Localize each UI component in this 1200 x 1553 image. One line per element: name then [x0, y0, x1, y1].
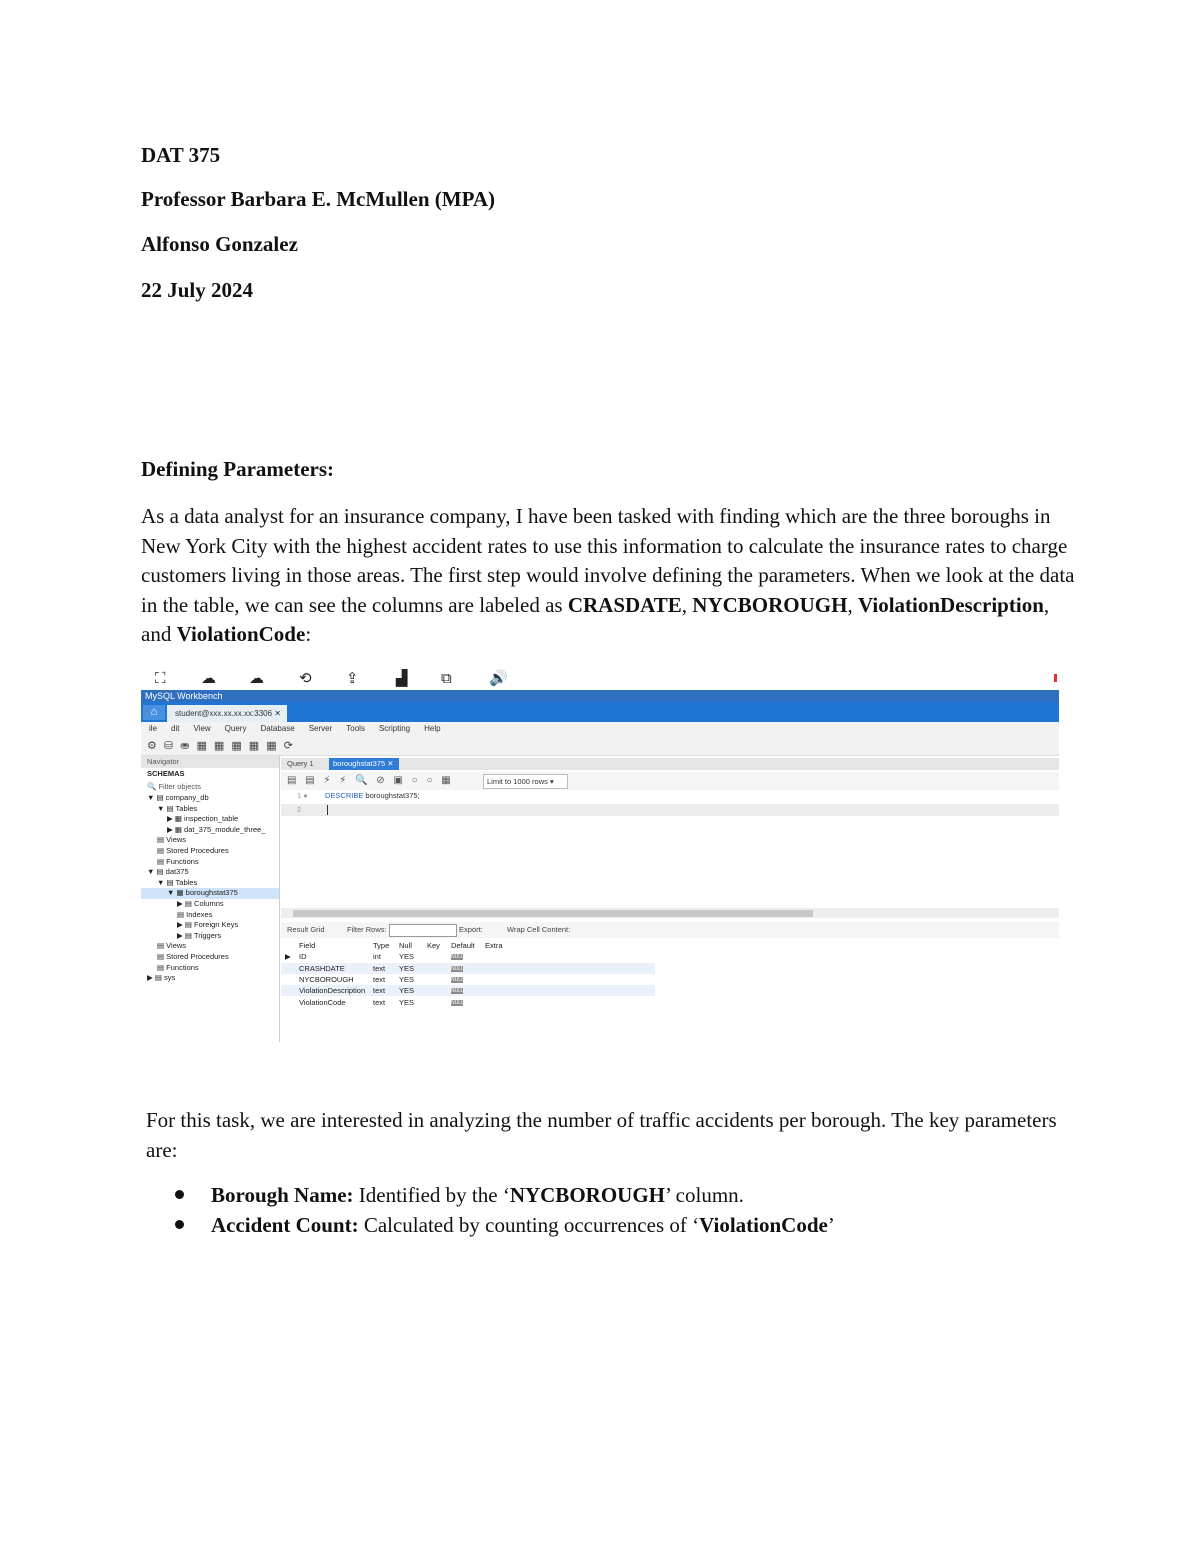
null-badge: NULL: [451, 976, 464, 983]
tree-item[interactable]: ▤ Indexes: [177, 909, 213, 919]
table-row[interactable]: [281, 974, 655, 985]
filter-rows-input[interactable]: [389, 924, 457, 937]
line-number: 2: [297, 805, 302, 814]
menu-file[interactable]: ile: [149, 724, 158, 733]
share-icon: ⇪: [346, 670, 359, 687]
cell-null: YES: [399, 986, 415, 996]
bullet-term: NYCBOROUGH: [509, 1183, 665, 1207]
filter-placeholder: Filter objects: [158, 782, 201, 791]
tree-item[interactable]: ▼ ▤ Tables: [157, 803, 198, 813]
signal-icon: ▟: [396, 670, 408, 687]
navigator-header: Navigator: [141, 756, 279, 768]
menu-database[interactable]: Database: [260, 724, 295, 733]
tab-query-1[interactable]: Query 1: [287, 759, 314, 768]
column-header[interactable]: Default: [451, 941, 475, 950]
cell-type: text: [373, 986, 386, 996]
tree-item[interactable]: ▤ Stored Procedures: [157, 951, 229, 961]
record-indicator: [1054, 674, 1057, 682]
schema-tree: [141, 793, 279, 984]
wrap-cell-label[interactable]: Wrap Cell Content:: [507, 925, 571, 934]
column-header[interactable]: Extra: [485, 941, 503, 950]
cell-field: ViolationCode: [299, 997, 346, 1007]
fullscreen-icon: ⛶: [155, 670, 166, 687]
filter-rows-label: Filter Rows:: [347, 925, 387, 934]
table-row[interactable]: [281, 963, 655, 974]
connection-tab-label: student@xxx.xx.xx.xx:3306: [175, 709, 273, 718]
bullet-text: Identified by the ‘: [353, 1183, 510, 1207]
home-icon[interactable]: ⌂: [143, 705, 165, 720]
menu-edit[interactable]: dit: [171, 724, 180, 733]
tree-item[interactable]: ▶ ▤ sys: [147, 973, 176, 983]
bullet-label: Borough Name:: [211, 1183, 354, 1207]
text-cursor: [327, 805, 328, 815]
sql-statement: boroughstat375;: [363, 791, 420, 800]
export-label[interactable]: Export:: [459, 925, 483, 934]
bullet-text: ’: [827, 1213, 835, 1237]
tree-item[interactable]: ▼ ▤ Tables: [157, 877, 198, 887]
line-number: 1 ●: [297, 791, 308, 800]
parameter-list: [141, 1180, 1081, 1240]
table-row[interactable]: [281, 985, 655, 996]
limit-label: Limit to 1000 rows: [487, 777, 548, 786]
cell-type: int: [373, 952, 381, 962]
cell-type: text: [373, 974, 386, 984]
course-code: DAT 375: [141, 143, 221, 167]
menu-query[interactable]: Query: [224, 724, 247, 733]
column-violation-description: ViolationDescription: [857, 592, 1044, 617]
list-item: [141, 1180, 1081, 1210]
editor-tabbar: [281, 758, 1059, 770]
intro-text: As a data analyst for an insurance company, I have been tasked with finding which are the three boroughs in New York City with the highest accident rates to use this information to calculate the insurance rates to charge customers living in those areas. The first step would involve defining the parameters. When we look at the data in the table, we can see the columns are labeled as: [141, 504, 1075, 617]
grid-header-row: [281, 940, 655, 951]
bullet-icon: [175, 1190, 184, 1199]
history-icon: ⟲: [299, 670, 312, 687]
sql-line-2: [281, 804, 1059, 816]
tree-item[interactable]: ▶ ▤ Triggers: [177, 930, 222, 940]
row-pointer-icon: ▶: [285, 952, 291, 962]
menu-server[interactable]: Server: [308, 724, 333, 733]
cell-default: [451, 997, 463, 1008]
editor-toolbar: ▤ ▤ ⚡ ⚡ 🔍 ⊘ ▣ ○ ○ ▦ Limit to 1000 rows ▾: [281, 772, 1059, 790]
column-header[interactable]: Type: [373, 941, 390, 950]
cell-null: YES: [399, 997, 415, 1007]
sql-editor[interactable]: [281, 790, 1059, 906]
schemas-label: SCHEMAS: [147, 769, 185, 778]
cell-null: YES: [399, 963, 415, 973]
column-header[interactable]: Null: [399, 941, 412, 950]
column-nycborough: NYCBOROUGH: [692, 592, 848, 617]
cell-default: [451, 951, 463, 962]
tree-item[interactable]: ▼ ▤ company_db: [147, 793, 209, 802]
section-heading: Defining Parameters:: [141, 457, 335, 481]
student-name: Alfonso Gonzalez: [141, 232, 298, 256]
workbench-screenshot: [141, 668, 1059, 1042]
bullet-label: Accident Count:: [211, 1213, 359, 1237]
and-text: and: [141, 622, 172, 646]
menu-help[interactable]: Help: [424, 724, 441, 733]
tree-item[interactable]: ▤ Functions: [157, 962, 199, 972]
tab-boroughstat375[interactable]: boroughstat375 ✕: [329, 758, 399, 770]
tree-item[interactable]: ▤ Views: [157, 941, 187, 951]
cell-field: ID: [299, 952, 307, 962]
result-grid-label[interactable]: Result Grid: [287, 925, 325, 934]
cell-null: YES: [399, 952, 415, 962]
connection-tab[interactable]: student@xxx.xx.xx.xx:3306 ✕: [167, 705, 287, 722]
main-toolbar: ⚙ ⛁ ⛂ ▦ ▦ ▦ ▦ ▦ ⟳: [141, 736, 1059, 756]
connection-tabbar: [141, 702, 1059, 722]
menu-view[interactable]: View: [193, 724, 211, 733]
tree-item[interactable]: ▤ Functions: [157, 856, 199, 866]
bullet-term: ViolationCode: [699, 1213, 828, 1237]
cloud-upload-icon: ☁: [201, 670, 216, 687]
app-title: MySQL Workbench: [145, 691, 223, 701]
result-grid: [281, 940, 661, 1010]
result-toolbar: [281, 922, 1059, 938]
cell-default: [451, 985, 463, 996]
screen-toolbar: [141, 668, 1059, 690]
table-row[interactable]: [281, 951, 655, 962]
sql-keyword: DESCRIBE: [325, 791, 364, 800]
cell-null: YES: [399, 974, 415, 984]
cell-type: text: [373, 997, 386, 1007]
cloud-icon: ☁: [249, 670, 264, 687]
limit-rows-select[interactable]: Limit to 1000 rows ▾: [483, 774, 568, 789]
cell-field: NYCBOROUGH: [299, 974, 354, 984]
null-badge: NULL: [451, 965, 464, 972]
scroll-thumb[interactable]: [293, 910, 813, 917]
bullet-text: ’ column.: [665, 1183, 744, 1207]
cell-default: [451, 963, 463, 974]
navigator-panel: [141, 756, 280, 1042]
bullet-icon: [175, 1220, 184, 1229]
cell-default: [451, 974, 463, 985]
cell-field: CRASHDATE: [299, 963, 345, 973]
column-header[interactable]: Key: [427, 941, 440, 950]
menu-tools[interactable]: Tools: [346, 724, 365, 733]
column-header[interactable]: Field: [299, 941, 316, 950]
filter-objects-input[interactable]: 🔍 Filter objects: [147, 782, 201, 791]
cell-type: text: [373, 963, 386, 973]
table-row[interactable]: [281, 997, 655, 1008]
professor-name: Professor Barbara E. McMullen (MPA): [141, 187, 496, 211]
cell-field: ViolationDescription: [299, 986, 366, 996]
windows-icon: ⧉: [441, 670, 452, 687]
intro-paragraph: As a data analyst for an insurance company, I have been tasked with finding which are the three boroughs in New York City with the highest accident rates to use this information to calculate the insurance rates to charge customers living in those areas. The first step would involve defining the parameters. When we look at the data in the table, we can see the columns are labeled as CRASDATE, NYCBOROUGH, ViolationDescription, and ViolationCode:: [141, 504, 1075, 646]
task-paragraph: For this task, we are interested in analyzing the number of traffic accidents per borough. The key parameters are:: [146, 1108, 1057, 1162]
tab-label: boroughstat375: [333, 759, 386, 768]
tree-item[interactable]: ▼ ▤ dat375: [147, 867, 189, 877]
tree-item[interactable]: ▶ ▦ inspection_table: [167, 814, 239, 824]
tree-item[interactable]: ▶ ▤ Foreign Keys: [177, 920, 239, 930]
null-badge: NULL: [451, 999, 464, 1006]
sql-line-1: [281, 790, 1059, 802]
app-titlebar: [141, 690, 1059, 702]
null-badge: NULL: [451, 954, 464, 961]
speaker-icon: 🔊: [489, 670, 508, 687]
horizontal-scrollbar[interactable]: [281, 908, 1059, 918]
tree-item[interactable]: ▼ ▦ boroughstat375: [141, 888, 279, 899]
column-violation-code: ViolationCode: [176, 622, 306, 646]
tree-item[interactable]: ▶ ▤ Columns: [177, 898, 224, 908]
list-item: [141, 1210, 1081, 1240]
document-date: 22 July 2024: [141, 278, 254, 302]
bullet-text: Calculated by counting occurrences of ‘: [358, 1213, 700, 1237]
null-badge: NULL: [451, 988, 464, 995]
tree-item[interactable]: ▤ Stored Procedures: [157, 845, 229, 855]
tree-item[interactable]: ▶ ▦ dat_375_module_three_: [167, 824, 266, 834]
menu-scripting[interactable]: Scripting: [378, 724, 411, 733]
tree-item[interactable]: ▤ Views: [157, 835, 187, 845]
column-crasdate: CRASDATE: [567, 592, 682, 617]
menu-bar: [141, 722, 1059, 736]
